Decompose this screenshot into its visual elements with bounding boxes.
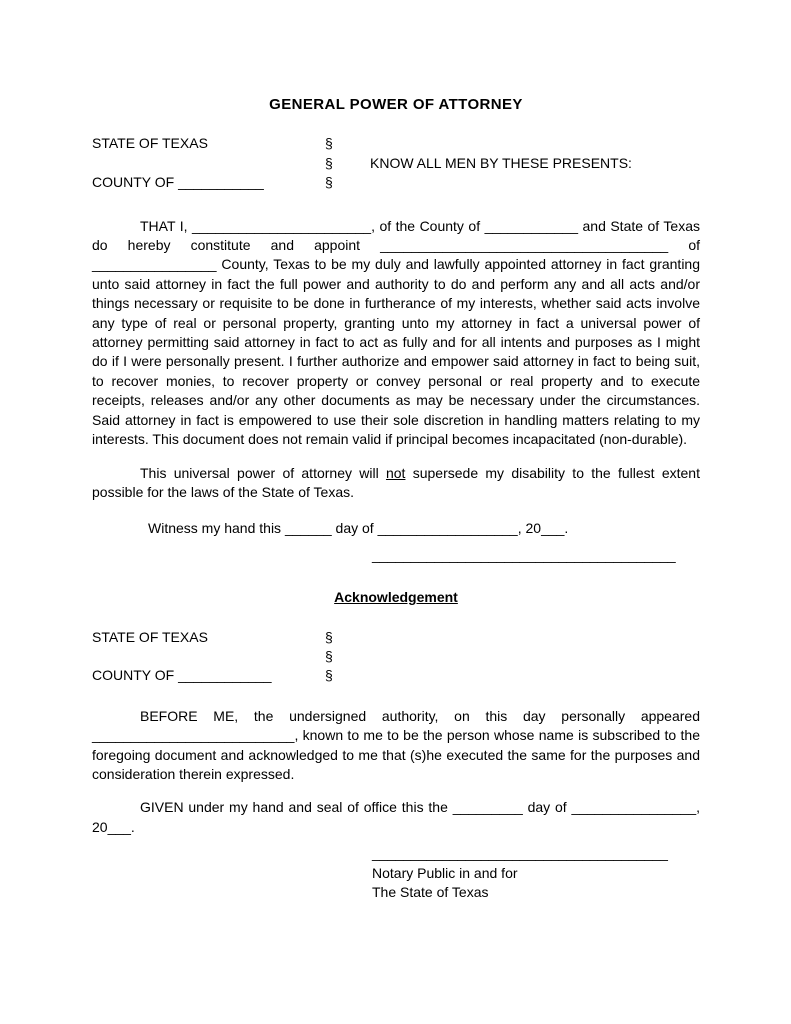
caption-spacer [92, 154, 325, 173]
caption-block [92, 134, 700, 192]
disability-text-after: supersede my disability to the fullest extent possible for the laws of the State of Texas. [92, 464, 700, 500]
document-title: GENERAL POWER OF ATTORNEY [269, 96, 523, 113]
caption-spacer [370, 647, 700, 666]
disability-text-before: This universal power of attorney will [140, 464, 386, 481]
notary-signature-line: ______________________________________ [372, 845, 668, 862]
section-symbol: § [325, 647, 333, 664]
section-symbol: § [325, 667, 333, 684]
state-of-texas-label: STATE OF TEXAS [92, 628, 208, 645]
section-symbol: § [325, 135, 333, 152]
given-paragraph: GIVEN under my hand and seal of office this the _________ day of ________________, 20___. [92, 799, 700, 835]
county-of-blank: COUNTY OF ___________ [92, 174, 264, 191]
notary-block [372, 844, 700, 902]
section-symbol: § [325, 154, 333, 171]
section-symbol: § [325, 174, 333, 191]
before-me-paragraph: BEFORE ME, the undersigned authority, on this day personally appeared __________________________, known to me to be the person whose name is subscribed to the foregoing document and acknowledged to me that (s)he executed the same for the purposes and consideration therein expressed. [92, 707, 700, 782]
notary-title-line: The State of Texas [372, 884, 489, 900]
ack-caption-row-county [92, 666, 700, 685]
county-of-blank: COUNTY OF ____________ [92, 667, 272, 684]
caption-spacer [92, 647, 325, 666]
acknowledgement-caption-block [92, 628, 700, 686]
caption-spacer [370, 173, 700, 192]
caption-row-county [92, 173, 700, 192]
witness-line: Witness my hand this ______ day of __________________, 20___. [148, 520, 569, 537]
disability-paragraph [92, 464, 700, 503]
acknowledgement-heading: Acknowledgement [334, 589, 458, 606]
caption-spacer [370, 134, 700, 153]
caption-spacer [370, 628, 700, 647]
ack-caption-row-state [92, 628, 700, 647]
state-of-texas-label: STATE OF TEXAS [92, 135, 208, 152]
ack-caption-row-middle [92, 647, 700, 666]
notary-title-line: Notary Public in and for [372, 864, 518, 881]
caption-row-state [92, 134, 700, 153]
underlined-not-word: not [385, 464, 406, 481]
principal-signature-line: _______________________________________ [372, 546, 676, 563]
caption-row-presents [92, 154, 700, 173]
appointment-paragraph: THAT I, _______________________, of the County of ____________ and State of Texas do hereby constitute and appoint _____________________________________ of ________________ County, Texas to be my duly and lawfully appointed attorney in fact granting unto said attorney in fact the full power and authority to do and perform any and all acts and/or things necessary or requisite to be done in furtherance of my interests, whether said acts involve any type of real or personal property, granting unto my attorney in fact a universal power of attorney permitting said attorney in fact to act as fully and for all intents and purposes as I might do if I were personally present. I further authorize and empower said attorney in fact to being suit, to recover monies, to recover property or convey personal or real property and to execute receipts, releases and/or any other documents as may be necessary under the circumstances. Said attorney in fact is empowered to use their sole discretion in handling matters relating to my interests. This document does not remain valid if principal becomes incapacitated (non-durable). [92, 217, 700, 448]
section-symbol: § [325, 628, 333, 645]
know-all-men-text: KNOW ALL MEN BY THESE PRESENTS: [370, 154, 632, 171]
caption-spacer [370, 666, 700, 685]
